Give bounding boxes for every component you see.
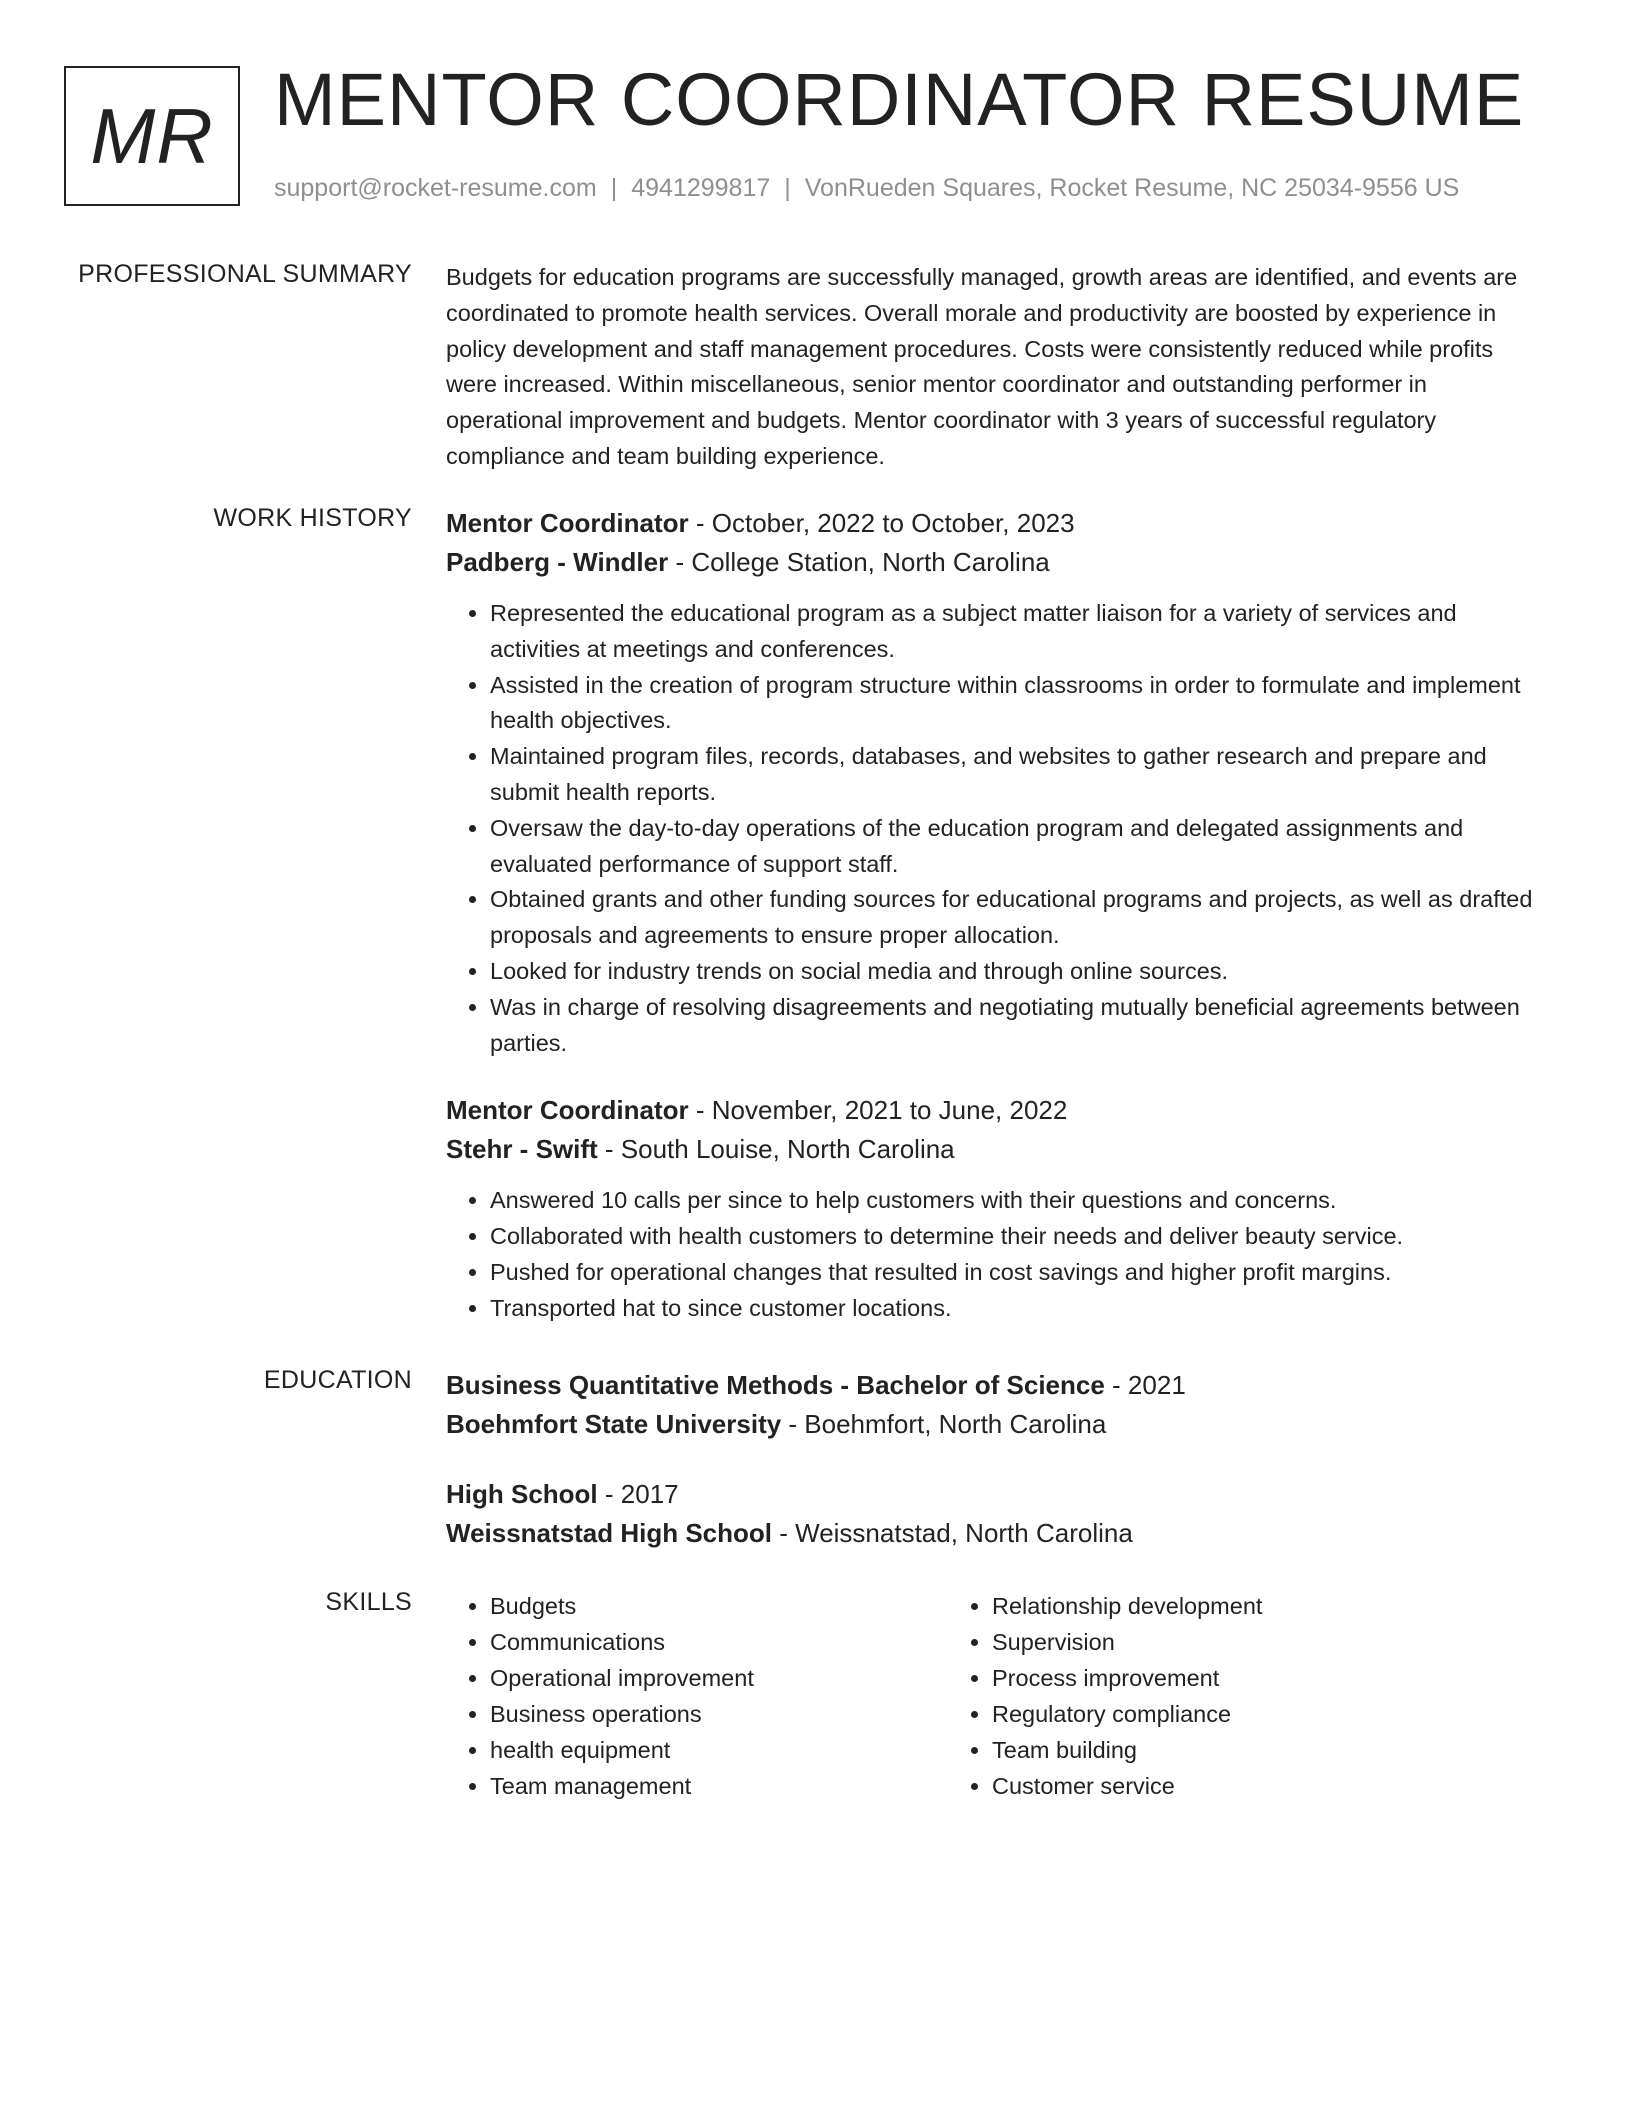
skill-item: • Supervision	[992, 1624, 1450, 1660]
summary-text: Budgets for education programs are successfully managed, growth areas are identified, and events are coordinated to promote health services. Overall morale and productivity are boosted by experience in policy development and staff management procedures. Costs were consistently reduced while profits were increased. Within miscellaneous, senior mentor coordinator and outstanding performer in operational improvement and budgets. Mentor coordinator with 3 years of successful regulatory compliance and team building experience.	[446, 264, 1518, 469]
job-company-line	[446, 1130, 1536, 1169]
degree: High School	[446, 1479, 598, 1509]
skill-item: • Relationship development	[992, 1588, 1450, 1624]
section-label-work-history: WORK HISTORY	[213, 504, 412, 532]
skill-item: • Team building	[992, 1732, 1450, 1768]
job-title: Mentor Coordinator	[446, 508, 689, 538]
job-bullet-list	[446, 596, 1536, 1061]
job-bullet: • Maintained program files, records, databases, and websites to gather research and prepare and submit health reports.	[490, 739, 1536, 811]
school-location: - Boehmfort, North Carolina	[781, 1409, 1107, 1439]
job-bullet: • Transported hat to since customer locations.	[490, 1291, 1536, 1327]
job-bullet: • Represented the educational program as a subject matter liaison for a variety of services and activities at meetings and conferences.	[490, 596, 1536, 668]
job-entry	[446, 504, 1536, 1061]
contact-email: support@rocket-resume.com	[274, 174, 597, 202]
contact-separator: |	[610, 174, 618, 202]
section-label-skills: SKILLS	[325, 1588, 412, 1616]
skill-item: • Communications	[490, 1624, 948, 1660]
job-bullet: • Obtained grants and other funding sources for educational programs and projects, as well as drafted proposals and agreements to ensure proper allocation.	[490, 882, 1536, 954]
school-line	[446, 1405, 1536, 1444]
degree-line	[446, 1366, 1536, 1405]
resume-title: MENTOR COORDINATOR RESUME	[274, 58, 1525, 141]
job-bullet: • Was in charge of resolving disagreements and negotiating mutually beneficial agreements between parties.	[490, 990, 1536, 1062]
skill-item: • Process improvement	[992, 1660, 1450, 1696]
section-label-summary: PROFESSIONAL SUMMARY	[78, 260, 412, 288]
skill-item: • Operational improvement	[490, 1660, 948, 1696]
contact-separator: |	[784, 174, 791, 202]
education-entry	[446, 1366, 1536, 1444]
skills-body	[446, 1588, 1536, 1804]
contact-phone: 4941299817	[631, 174, 771, 202]
job-title: Mentor Coordinator	[446, 1095, 689, 1126]
skill-item: • Customer service	[992, 1768, 1450, 1804]
job-title-line	[446, 504, 1536, 543]
job-dates: - October, 2022 to October, 2023	[688, 508, 1075, 538]
skills-list-right	[948, 1588, 1450, 1804]
education-body	[446, 1366, 1536, 1553]
section-label-education: EDUCATION	[263, 1366, 412, 1394]
job-bullet: • Assisted in the creation of program structure within classrooms in order to formulate and implement health objectives.	[490, 668, 1536, 740]
skill-item: • Budgets	[490, 1588, 948, 1624]
degree-year: - 2021	[1104, 1370, 1186, 1400]
skills-list-left	[446, 1588, 948, 1804]
contact-line	[274, 174, 1459, 203]
job-entry	[446, 1091, 1536, 1326]
degree-year: - 2017	[597, 1479, 679, 1509]
job-bullet: • Answered 10 calls per since to help customers with their questions and concerns.	[490, 1183, 1536, 1219]
school-line	[446, 1514, 1536, 1553]
skills-columns	[446, 1588, 1536, 1804]
school-location: - Weissnatstad, North Carolina	[772, 1518, 1133, 1548]
school: Weissnatstad High School	[446, 1518, 773, 1548]
job-dates: - November, 2021 to June, 2022	[688, 1095, 1068, 1126]
job-bullet-list	[446, 1183, 1536, 1326]
contact-address: VonRueden Squares, Rocket Resume, NC 25034-9556 US	[804, 174, 1460, 202]
job-company-line	[446, 543, 1536, 582]
job-bullet: • Oversaw the day-to-day operations of the education program and delegated assignments and evaluated performance of support staff.	[490, 811, 1536, 883]
job-bullet: • Collaborated with health customers to determine their needs and deliver beauty service.	[490, 1219, 1536, 1255]
job-bullet: • Looked for industry trends on social media and through online sources.	[490, 954, 1536, 990]
skill-item: • Regulatory compliance	[992, 1696, 1450, 1732]
skill-item: • health equipment	[490, 1732, 948, 1768]
school: Boehmfort State University	[446, 1409, 782, 1439]
job-company: Padberg - Windler	[446, 547, 669, 577]
degree: Business Quantitative Methods - Bachelor of Science	[446, 1370, 1105, 1400]
education-entry	[446, 1475, 1536, 1553]
summary-body	[446, 260, 1536, 475]
job-title-line	[446, 1091, 1536, 1130]
skill-item: • Team management	[490, 1768, 948, 1804]
work-history-body	[446, 504, 1536, 1327]
job-location: - South Louise, North Carolina	[597, 1134, 955, 1165]
monogram-logo: MR	[64, 66, 240, 206]
job-company: Stehr - Swift	[446, 1134, 598, 1165]
job-location: - College Station, North Carolina	[668, 547, 1050, 577]
skill-item: • Business operations	[490, 1696, 948, 1732]
job-bullet: • Pushed for operational changes that resulted in cost savings and higher profit margins.	[490, 1255, 1536, 1291]
degree-line	[446, 1475, 1536, 1514]
